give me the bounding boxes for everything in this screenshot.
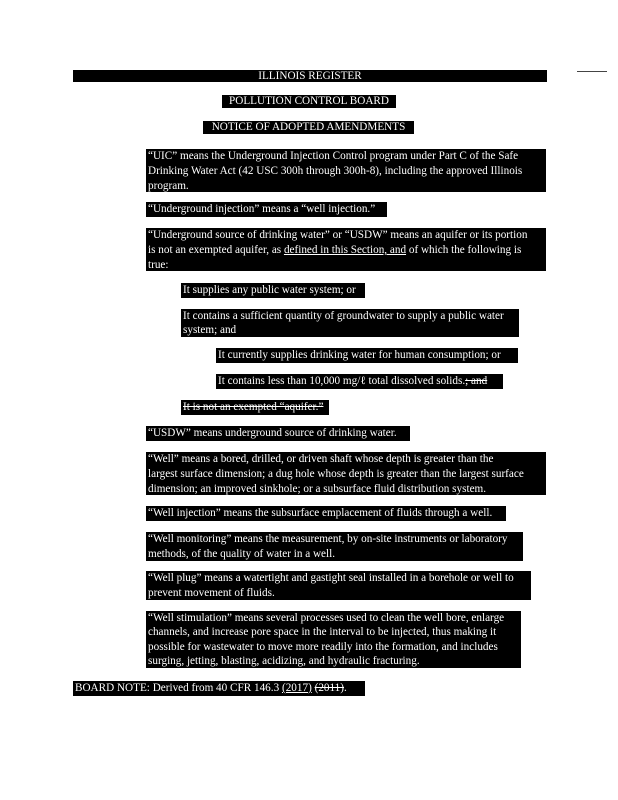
board-note-new-year: (2017)	[281, 682, 312, 694]
well-line-3: dimension; an improved sinkhole; or a subsurface fluid distribution system.	[148, 483, 487, 495]
definition-usdw	[146, 228, 546, 271]
usdw-item-1: It supplies any public water system; or	[181, 283, 365, 298]
usdw-inserted-text: defined in this Section, and	[283, 244, 407, 256]
well-stimulation-line-1: “Well stimulation” means several processes used to clean the well bore, enlarge	[148, 612, 505, 624]
register-title-bar	[73, 70, 547, 82]
definition-well-monitoring	[146, 532, 523, 561]
board-note-prefix: BOARD NOTE: Derived from 40 CFR 146.3	[75, 682, 282, 694]
usdw-line-3: true:	[148, 259, 169, 271]
uic-line-3: program.	[148, 180, 189, 192]
scan-mark	[577, 71, 607, 72]
well-plug-line-2: prevent movement of fluids.	[148, 586, 275, 599]
register-title: ILLINOIS REGISTER	[258, 70, 362, 82]
usdw-line-2a: is not an exempted aquifer, as	[148, 244, 284, 256]
uic-line-2: Drinking Water Act (42 USC 300h through 300h-8), including the approved Illinois	[148, 165, 523, 177]
board-note-old-year: (2011)	[314, 682, 345, 694]
definition-well-injection: “Well injection” means the subsurface emplacement of fluids through a well.	[146, 506, 506, 521]
usdw-line-1: “Underground source of drinking water” or “USDW” means an aquifer or its portion	[148, 229, 528, 241]
definition-uic	[146, 149, 546, 192]
well-stimulation-line-4: surging, jetting, blasting, acidizing, and hydraulic fracturing.	[148, 654, 420, 667]
definition-usdw-alias: “USDW” means underground source of drinking water.	[146, 426, 410, 441]
usdw-item-2-line-1: It contains a sufficient quantity of groundwater to supply a public water	[183, 310, 504, 322]
usdw-line-2	[148, 243, 546, 258]
uic-line-1: “UIC” means the Underground Injection Control program under Part C of the Safe	[148, 150, 519, 162]
usdw-item-2	[181, 309, 519, 337]
usdw-line-2b: of which the following is	[406, 244, 522, 256]
definition-underground-injection: “Underground injection” means a “well injection.”	[146, 202, 387, 217]
definition-well-plug	[146, 571, 531, 600]
board-note	[73, 681, 365, 696]
well-plug-line-1: “Well plug” means a watertight and gastight seal installed in a borehole or well to	[148, 572, 514, 584]
definition-well	[146, 452, 546, 495]
well-stimulation-line-3: possible for wastewater to move more readily into the formation, and includes	[148, 640, 498, 653]
usdw-item-2-ii-text: It contains less than 10,000 mg/ℓ total dissolved solids.	[218, 375, 466, 387]
well-line-1: “Well” means a bored, drilled, or driven shaft whose depth is greater than the	[148, 453, 494, 465]
well-line-2: largest surface dimension; a dug hole whose depth is greater than the largest surface	[148, 468, 524, 480]
board-note-suffix: .	[344, 682, 347, 694]
definition-well-stimulation	[146, 611, 521, 668]
well-stimulation-line-2: channels, and increase pore space in the interval to be injected, thus making it	[148, 626, 497, 639]
usdw-item-2-ii-deleted: ; and	[465, 375, 488, 387]
notice-title: NOTICE OF ADOPTED AMENDMENTS	[203, 121, 414, 134]
well-monitoring-line-2: methods, of the quality of water in a well.	[148, 547, 336, 560]
well-monitoring-line-1: “Well monitoring” means the measurement, by on-site instruments or laboratory	[148, 533, 508, 545]
usdw-item-2-line-2: system; and	[183, 324, 237, 336]
usdw-item-2-i: It currently supplies drinking water for human consumption; or	[216, 348, 518, 363]
board-title: POLLUTION CONTROL BOARD	[222, 95, 396, 108]
usdw-item-2-ii	[216, 374, 503, 389]
usdw-item-3-deleted: It is not an exempted “aquifer.”	[181, 400, 329, 415]
